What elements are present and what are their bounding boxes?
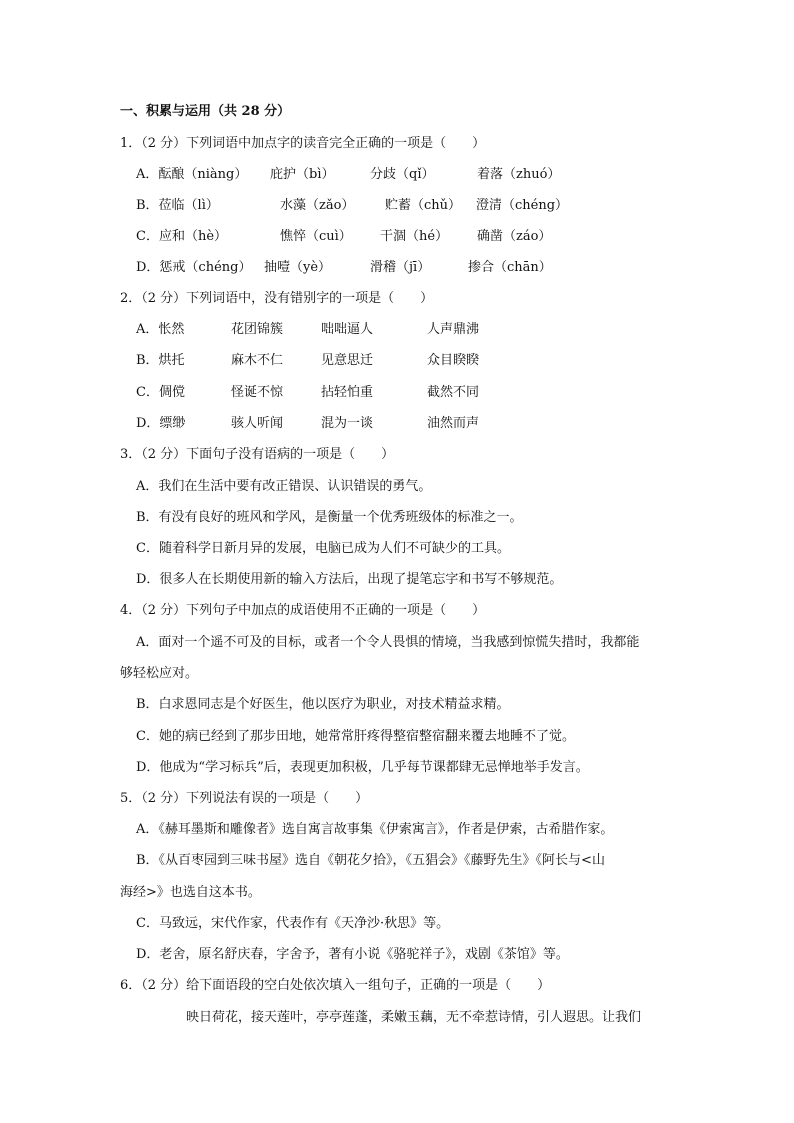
option-cell: 贮蓄（chǔ） — [385, 198, 462, 213]
question-2-stem: 2．（2 分）下列词语中，没有错别字的一项是（ ） — [120, 291, 434, 306]
option-cell: 确凿（záo） — [477, 229, 552, 244]
option-cell: 怪诞不惊 — [231, 385, 284, 400]
option-line: A．面对一个遥不可及的目标，或者一个令人畏惧的情境，当我感到惊慌失措时，我都能 — [136, 635, 640, 650]
option-cell: 干涸（hé） — [380, 229, 449, 244]
option-cell: 骇人听闻 — [231, 416, 284, 431]
option-cell: 众目睽睽 — [427, 353, 480, 368]
question-6-passage: 映日荷花，接天莲叶，亭亭莲蓬，柔嫩玉藕，无不牵惹诗情，引人遐思。让我们 — [186, 1010, 642, 1025]
option-cell: 麻木不仁 — [231, 353, 284, 368]
option-cell: D．惩戒（chéng） — [136, 260, 252, 275]
question-4-stem: 4．（2 分）下列句子中加点的成语使用不正确的一项是（ ） — [120, 603, 486, 618]
option-line: D．很多人在长期使用新的输入方法后，出现了提笔忘字和书写不够规范。 — [136, 572, 563, 587]
option-cell: 着落（zhuó） — [477, 167, 561, 182]
option-cell: 庇护（bì） — [270, 167, 335, 182]
option-line: C．随着科学日新月异的发展，电脑已成为人们不可缺少的工具。 — [136, 541, 510, 556]
option-cell: 人声鼎沸 — [427, 322, 480, 337]
option-cell: D．缥缈 — [136, 416, 186, 431]
option-cell: 油然而声 — [427, 416, 480, 431]
option-line-continued: 够轻松应对。 — [120, 666, 199, 681]
option-cell: C．倜傥 — [136, 385, 185, 400]
option-cell: 见意思迁 — [321, 353, 374, 368]
option-cell: 咄咄逼人 — [321, 322, 374, 337]
option-cell: 掺合（chān） — [468, 260, 552, 275]
option-cell: 抽噎（yè） — [264, 260, 332, 275]
option-line: B．《从百枣园到三味书屋》选自《朝花夕拾》，《五猖会》《藤野先生》《阿长与<山 — [136, 853, 605, 868]
section-title: 一、积累与运用（共 28 分） — [120, 104, 291, 119]
option-line-continued: 海经>》也选自这本书。 — [120, 885, 261, 900]
option-cell: 混为一谈 — [321, 416, 374, 431]
option-cell: A．酝酿（niàng） — [136, 167, 248, 182]
option-cell: 花团锦簇 — [231, 322, 284, 337]
option-cell: 滑稽（jī） — [370, 260, 431, 275]
option-cell: 水藻（zǎo） — [280, 198, 355, 213]
option-line: D．老舍，原名舒庆春，字舍予，著有小说《骆驼祥子》，戏剧《茶馆》等。 — [136, 947, 569, 962]
option-cell: C．应和（hè） — [136, 229, 228, 244]
question-3-stem: 3．（2 分）下面句子没有语病的一项是（ ） — [120, 447, 395, 462]
option-cell: B．烘托 — [136, 353, 185, 368]
option-cell: A．怅然 — [136, 322, 185, 337]
option-line: A．我们在生活中要有改正错误、认识错误的勇气。 — [136, 479, 432, 494]
question-6-stem: 6．（2 分）给下面语段的空白处依次填入一组句子，正确的一项是（ ） — [120, 978, 551, 993]
option-cell: 澄清（chéng） — [476, 198, 569, 213]
option-line: B．白求恩同志是个好医生，他以医疗为职业，对技术精益求精。 — [136, 697, 510, 712]
question-5-stem: 5．（2 分）下列说法有误的一项是（ ） — [120, 791, 369, 806]
option-cell: 憔悴（cuì） — [280, 229, 352, 244]
option-cell: 分歧（qǐ） — [370, 167, 435, 182]
option-line: B．有没有良好的班风和学风，是衡量一个优秀班级体的标准之一。 — [136, 510, 523, 525]
option-line: C．马致远，宋代作家，代表作有《天净沙·秋思》等。 — [136, 916, 450, 931]
option-line: C．她的病已经到了那步田地，她常常肝疼得整宿整宿翻来覆去地睡不了觉。 — [136, 729, 575, 744]
option-cell: 拈轻怕重 — [321, 385, 374, 400]
option-line: A．《赫耳墨斯和雕像者》选自寓言故事集《伊索寓言》，作者是伊索，古希腊作家。 — [136, 822, 614, 837]
option-cell: B．莅临（lì） — [136, 198, 219, 213]
question-1-stem: 1．（2 分）下列词语中加点字的读音完全正确的一项是（ ） — [120, 136, 486, 151]
option-line: D．他成为“学习标兵”后，表现更加积极，几乎每节课都肆无忌惮地举手发言。 — [136, 760, 589, 775]
option-cell: 截然不同 — [427, 385, 480, 400]
